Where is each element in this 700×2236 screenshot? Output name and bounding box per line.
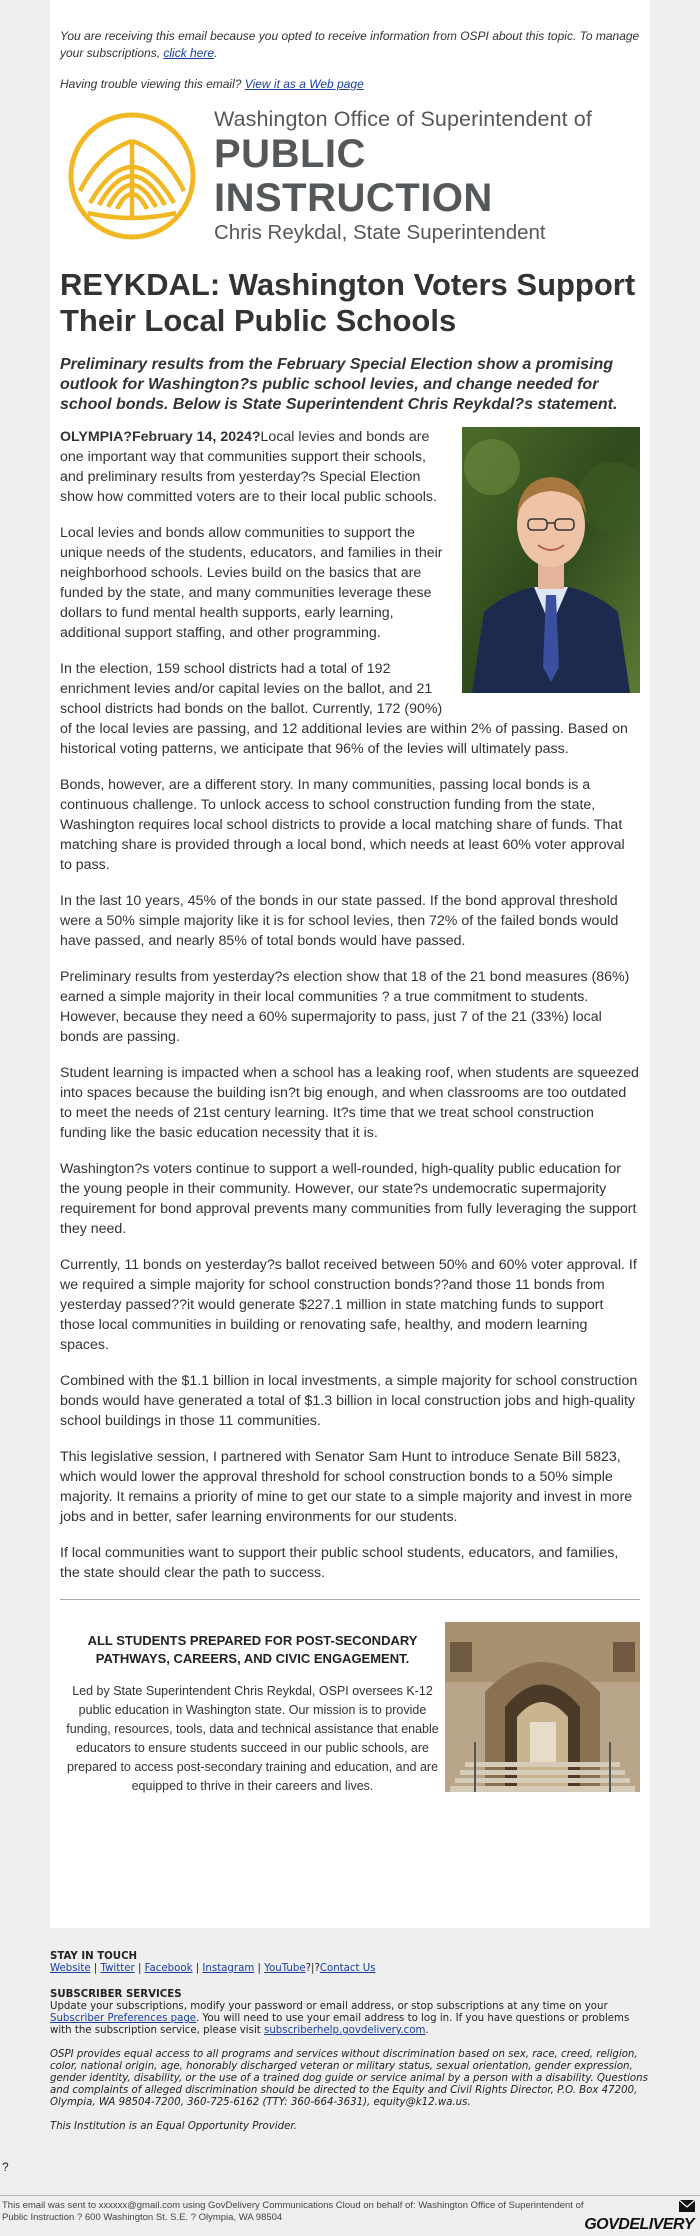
dateline: OLYMPIA?February 14, 2024?	[60, 429, 261, 445]
envelope-icon	[678, 2198, 696, 2214]
logo-line-superintendent: Chris Reykdal, State Superintendent	[214, 221, 546, 244]
subscription-notice: You are receiving this email because you opted to receive information from OSPI about this topic. To manage your subscriptions, click here.	[60, 29, 640, 60]
twitter-link[interactable]: Twitter	[100, 1963, 135, 1974]
social-links: Website | Twitter | Facebook | Instagram | YouTube?|?Contact Us	[50, 1963, 376, 1974]
article-body	[60, 427, 640, 1583]
lead-paragraph: Preliminary results from the February Special Election show a promising outlook for Washington?s public school levies, and change needed for school bonds. Below is State Superintendent Chris Reykdal?s statement.	[60, 356, 618, 413]
paragraph-3: In the election, 159 school districts had a total of 192 enrichment levies and/or capital levies on the ballot, and 21 school districts had bonds on the ballot. Currently, 172 (90%) of the local levies are passing, and 12 additional levies are within 2% of passing. Based on historical voting patterns, we anticipate that 96% of the levies will ultimately pass.	[60, 661, 628, 757]
paragraph-2: Local levies and bonds allow communities to support the unique needs of the students, educators, and families in their neighborhood schools. Levies build on the basics that are funded by the state, and many communities leverage these dollars to fund mental health supports, early learning, additional support staffing, and other programming.	[60, 525, 443, 641]
subscriber-services-text: Update your subscriptions, modify your password or email address, or stop subscriptions at any time on your Subscriber Preferences page. You will need to use your email address to log in. If you have questions or problems with the subscription service, please visit subscriberhelp.govdelivery.com.	[50, 2001, 630, 2036]
instagram-link[interactable]: Instagram	[202, 1963, 255, 1974]
equal-access-statement: OSPI provides equal access to all programs and services without discrimination based on sex, race, creed, religion, color, national origin, age, honorably discharged veteran or military status, sexual orientation, gender expression, gender identity, disability, or the use of a trained dog guide or service animal by a person with a disability. Questions and complaints of alleged discrimination should be directed to the Equity and Civil Rights Director, P.O. Box 47200, Olympia, WA 98504-7200, 360-725-6162 (TTY: 360-664-3631), equity@k12.wa.us.	[50, 2049, 648, 2108]
mission-heading: ALL STUDENTS PREPARED FOR POST-SECONDARY PATHWAYS, CAREERS, AND CIVIC ENGAGEMENT.	[87, 1633, 418, 1666]
logo-line-agency: Washington Office of Superintendent of	[214, 107, 592, 131]
youtube-link[interactable]: YouTube	[264, 1963, 306, 1974]
ospi-logo	[60, 107, 640, 244]
equal-opportunity-statement: This Institution is an Equal Opportunity Provider.	[50, 2121, 297, 2132]
web-version-notice: Having trouble viewing this email? View it as a Web page	[60, 77, 364, 91]
contact-us-link[interactable]: Contact Us	[319, 1963, 376, 1974]
paragraph-4: Bonds, however, are a different story. In many communities, passing local bonds is a continuous challenge. To unlock access to school construction funding from the state, Washington requires local school districts to provide a local matching share of funds. That matching share is provided through a local bond, which needs at least 60% voter approval to pass.	[60, 777, 625, 873]
subscriber-preferences-link[interactable]: Subscriber Preferences page	[50, 2013, 197, 2024]
manage-subscriptions-link[interactable]: click here	[163, 46, 215, 60]
sent-to-notice: This email was sent to xxxxxx@gmail.com using GovDelivery Communications Cloud on behalf of: Washington Office of Superintendent of Public Instruction ? 600 Washington St. S.E. ? Olympia, WA 98504	[2, 2200, 584, 2223]
school-building-photo	[445, 1622, 640, 1792]
stay-in-touch-heading: STAY IN TOUCH	[50, 1951, 138, 1962]
email-footer	[50, 1951, 650, 2133]
paragraph-7: Student learning is impacted when a school has a leaking roof, when students are squeezed into spaces because the building isn?t big enough, and when classrooms are too outdated to meet the needs of 21st century learning. It?s time that we treat school construction funding like the basic education necessity that it is.	[60, 1065, 639, 1141]
subscriber-help-link[interactable]: subscriberhelp.govdelivery.com	[264, 2025, 426, 2036]
email-card	[50, 0, 650, 1928]
mission-text: Led by State Superintendent Chris Reykdal, OSPI oversees K-12 public education in Washington state. Our mission is to provide funding, resources, tools, data and technical assistance that enable educators to ensure students succeed in our public schools, are prepared to access post-secondary training and education, and are equipped to thrive in their careers and lives.	[66, 1684, 439, 1793]
website-link[interactable]: Website	[50, 1963, 91, 1974]
paragraph-8: Washington?s voters continue to support a well-rounded, high-quality public education for the young people in their community. However, our state?s undemocratic supermajority requirement for bond approval prevents many communities from fully leveraging the support they need.	[60, 1161, 637, 1237]
paragraph-6: Preliminary results from yesterday?s election show that 18 of the 21 bond measures (86%) earned a simple majority in their local communities ? a true commitment to students. However, because they need a 60% supermajority to pass, just 7 of the 21 (33%) local bonds are passing.	[60, 969, 630, 1045]
paragraph-11: This legislative session, I partnered with Senator Sam Hunt to introduce Senate Bill 5823, which would lower the approval threshold for school construction bonds to a 50% simple majority. It remains a priority of mine to get our state to a simple majority and invest in more jobs and in better, safer learning environments for our students.	[60, 1449, 633, 1525]
paragraph-12: If local communities want to support their public school students, educators, and families, the state should clear the path to success.	[60, 1545, 619, 1581]
facebook-link[interactable]: Facebook	[144, 1963, 193, 1974]
paragraph-5: In the last 10 years, 45% of the bonds in our state passed. If the bond approval threshold were a 50% simple majority like it is for school levies, then 72% of the failed bonds would have passed, and nearly 85% of total bonds would have passed.	[60, 893, 619, 949]
ospi-emblem-icon	[60, 111, 210, 241]
stray-character: ?	[2, 2160, 9, 2174]
section-divider	[60, 1599, 640, 1600]
paragraph-9: Currently, 11 bonds on yesterday?s ballot received between 50% and 60% voter approval. If we required a simple majority for school construction bonds??and those 11 bonds from yesterday passed??it would generate $227.1 million in state matching funds to support those local communities in building or renovating safe, healthy, and modern learning spaces.	[60, 1257, 637, 1353]
mission-block	[60, 1622, 640, 1796]
view-web-page-link[interactable]: View it as a Web page	[244, 77, 364, 91]
paragraph-1: OLYMPIA?February 14, 2024?Local levies and bonds are one important way that communities support their schools, and preliminary results from yesterday?s Special Election show how committed voters are to their local public schools.	[60, 429, 437, 505]
govdelivery-logo[interactable]: GOVDELIVERY	[584, 2216, 694, 2233]
logo-line-title: PUBLIC INSTRUCTION	[214, 132, 493, 220]
govdelivery-bar	[0, 2195, 700, 2236]
headline: REYKDAL: Washington Voters Support Their Local Public Schools	[60, 267, 636, 338]
paragraph-10: Combined with the $1.1 billion in local investments, a simple majority for school construction bonds would have generated a total of $1.3 billion in local construction jobs and high-quality school buildings in those 11 communities.	[60, 1373, 638, 1429]
superintendent-portrait	[462, 427, 640, 693]
subscriber-services-heading: SUBSCRIBER SERVICES	[50, 1989, 182, 2000]
